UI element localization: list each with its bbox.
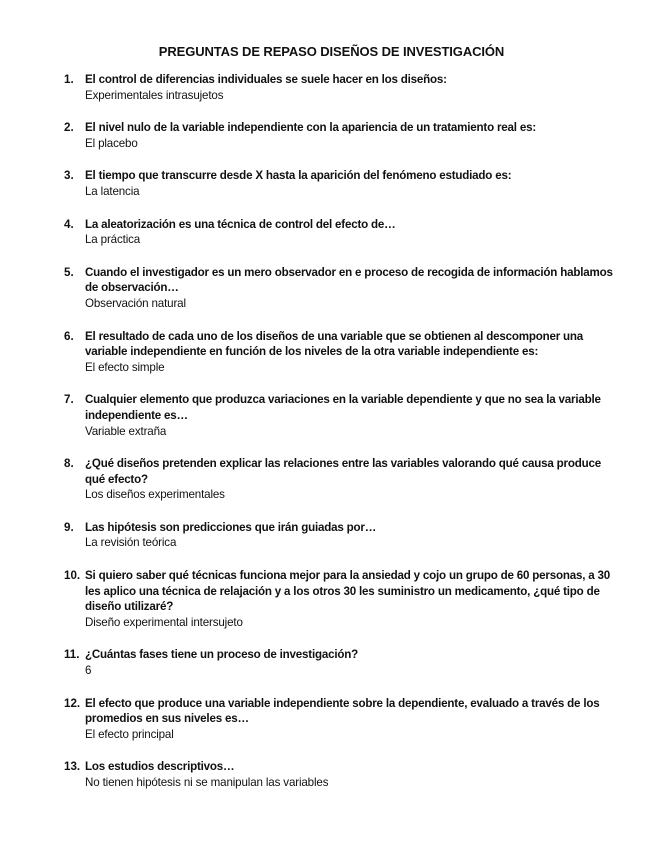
question-item-3 <box>64 168 615 199</box>
answer-text: Experimentales intrasujetos <box>85 88 224 102</box>
question-text: ¿Cuántas fases tiene un proceso de investigación? <box>85 648 359 662</box>
question-item-8 <box>64 456 615 503</box>
question-number: 4. <box>64 217 74 231</box>
question-item-9 <box>64 520 615 551</box>
question-list <box>64 72 615 791</box>
question-item-10 <box>64 568 615 630</box>
question-number: 3. <box>64 169 74 183</box>
question-number: 11. <box>64 648 80 662</box>
question-item-13 <box>64 759 615 790</box>
question-text: El efecto que produce una variable independiente sobre la dependiente, evaluado a través de los promedios en sus niveles es… <box>85 696 600 726</box>
question-item-12 <box>64 696 615 743</box>
question-number: 6. <box>64 329 74 343</box>
answer-text: Variable extraña <box>85 424 167 438</box>
question-number: 5. <box>64 265 74 279</box>
answer-text: 6 <box>85 664 92 678</box>
answer-text: La revisión teórica <box>85 536 177 550</box>
question-item-7 <box>64 392 615 439</box>
question-text: Las hipótesis son predicciones que irán guiadas por… <box>85 520 377 534</box>
question-item-11 <box>64 647 615 678</box>
question-number: 7. <box>64 393 74 407</box>
answer-text: Observación natural <box>85 296 186 310</box>
answer-text: El efecto principal <box>85 727 174 741</box>
question-number: 2. <box>64 121 74 135</box>
answer-text: No tienen hipótesis ni se manipulan las variables <box>85 776 329 789</box>
question-item-4 <box>64 217 615 248</box>
question-number: 8. <box>64 457 74 471</box>
question-number: 12. <box>64 696 81 710</box>
page-title: PREGUNTAS DE REPASO DISEÑOS DE INVESTIGACIÓN <box>158 44 505 59</box>
question-number: 1. <box>64 73 74 86</box>
question-text: ¿Qué diseños pretenden explicar las relaciones entre las variables valorando qué causa produce qué efecto? <box>85 457 602 486</box>
question-text: Cuando el investigador es un mero observador en e proceso de recogida de información hablamos de observación… <box>85 265 613 295</box>
question-number: 10. <box>64 569 81 583</box>
question-text: Si quiero saber qué técnicas funciona mejor para la ansiedad y cojo un grupo de 60 personas, a 30 les aplico una técnica de relajación y a los otros 30 les suministro un medicamento, ¿qué tipo de diseño utilizaré? <box>85 569 611 614</box>
question-number: 13. <box>64 760 81 774</box>
question-text: El tiempo que transcurre desde X hasta la aparición del fenómeno estudiado es: <box>85 169 512 183</box>
question-text: El nivel nulo de la variable independiente con la apariencia de un tratamiento real es: <box>85 121 536 135</box>
answer-text: Los diseños experimentales <box>85 488 225 502</box>
answer-text: La práctica <box>85 233 141 247</box>
question-number: 9. <box>64 520 74 534</box>
question-item-5 <box>64 265 615 312</box>
question-text: Los estudios descriptivos… <box>85 760 235 774</box>
question-item-2 <box>64 120 615 151</box>
question-text: El resultado de cada uno de los diseños de una variable que se obtienen al descomponer una variable independiente en función de los niveles de la otra variable independiente es: <box>85 329 584 359</box>
answer-text: Diseño experimental intersujeto <box>85 615 243 629</box>
answer-text: El efecto simple <box>85 360 165 374</box>
answer-text: La latencia <box>85 184 140 198</box>
question-item-1 <box>64 72 615 103</box>
question-item-6 <box>64 329 615 376</box>
answer-text: El placebo <box>85 136 138 150</box>
question-text: Cualquier elemento que produzca variaciones en la variable dependiente y que no sea la variable independiente es… <box>85 393 601 422</box>
question-text: El control de diferencias individuales se suele hacer en los diseños: <box>85 73 447 86</box>
question-text: La aleatorización es una técnica de control del efecto de… <box>85 217 396 231</box>
